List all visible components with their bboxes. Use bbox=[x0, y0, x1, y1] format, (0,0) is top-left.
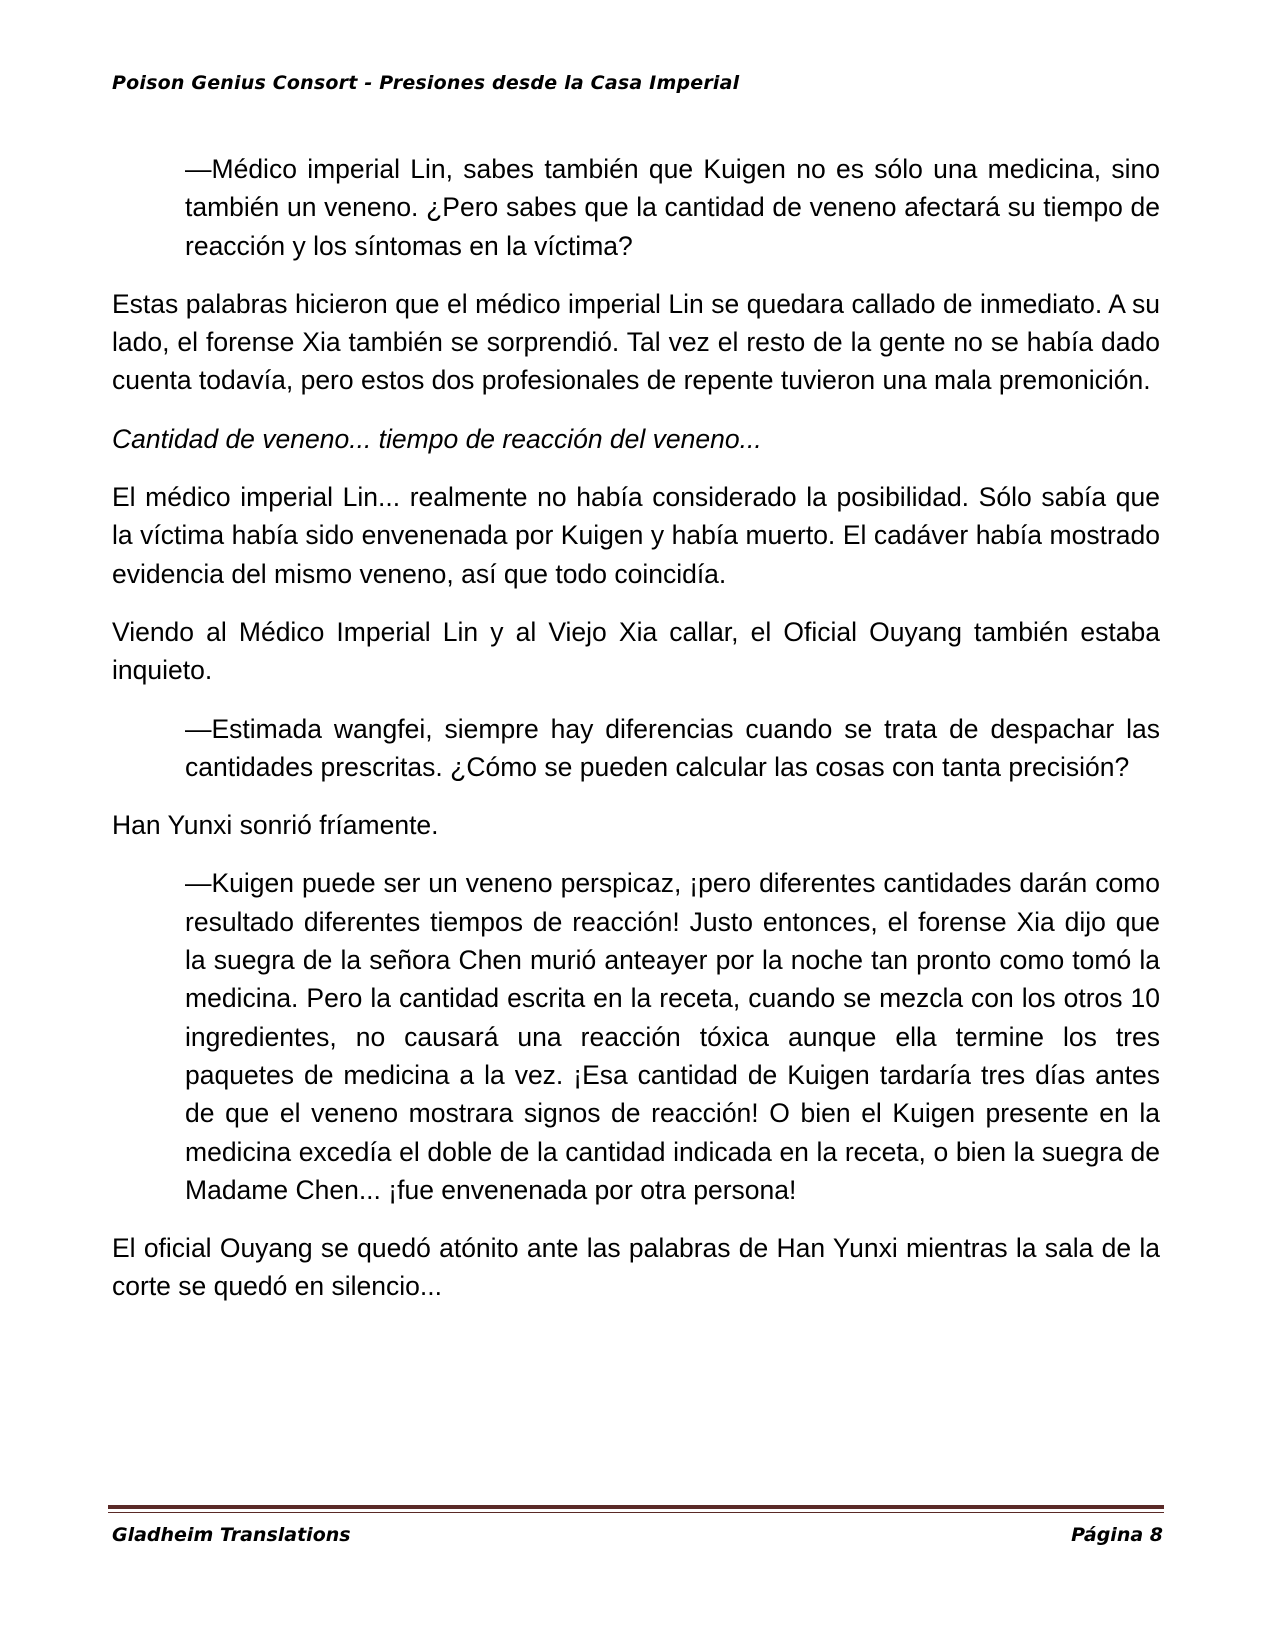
body-text bbox=[112, 150, 1160, 1326]
paragraph-narration-1: Estas palabras hicieron que el médico imperial Lin se quedara callado de inmediato. A su lado, el forense Xia también se sorprendió. Tal vez el resto de la gente no se había dado cuenta todavía, pero estos dos profesionales de repente tuvieron una mala premonición. bbox=[112, 288, 1160, 396]
footer-credit: Gladheim Translations bbox=[112, 1524, 351, 1546]
paragraph-thought: Cantidad de veneno... tiempo de reacción del veneno... bbox=[112, 423, 762, 454]
paragraph-narration-4: Han Yunxi sonrió fríamente. bbox=[112, 810, 439, 841]
paragraph-narration-5: El oficial Ouyang se quedó atónito ante las palabras de Han Yunxi mientras la sala de la corte se quedó en silencio... bbox=[112, 1233, 1160, 1302]
footer-rule bbox=[108, 1505, 1164, 1509]
paragraph-narration-3: Viendo al Médico Imperial Lin y al Viejo Xia callar, el Oficial Ouyang también estaba inquieto. bbox=[112, 616, 1160, 686]
page-number: Página 8 bbox=[1071, 1524, 1163, 1546]
paragraph-dialogue-1: —Médico imperial Lin, sabes también que Kuigen no es sólo una medicina, sino también un veneno. ¿Pero sabes que la cantidad de veneno afectará su tiempo de reacción y los síntomas en la víctima? bbox=[185, 154, 1160, 261]
paragraph-narration-2: El médico imperial Lin... realmente no había considerado la posibilidad. Sólo sabía que la víctima había sido envenenada por Kuigen y había muerto. El cadáver había mostrado evidencia del mismo veneno, así que todo coincidía. bbox=[112, 482, 1160, 589]
paragraph-dialogue-2: —Estimada wangfei, siempre hay diferencias cuando se trata de despachar las cantidades prescritas. ¿Cómo se pueden calcular las cosas con tanta precisión? bbox=[185, 713, 1160, 782]
paragraph-dialogue-3: —Kuigen puede ser un veneno perspicaz, ¡pero diferentes cantidades darán como resultado diferentes tiempos de reacción! Justo entonces, el forense Xia dijo que la suegra de la señora Chen murió anteayer por la noche tan pronto como tomó la medicina. Pero la cantidad escrita en la receta, cuando se mezcla con los otros 10 ingredientes, no causará una reacción tóxica aunque ella termine los tres paquetes de medicina a la vez. ¡Esa cantidad de Kuigen tardaría tres días antes de que el veneno mostrara signos de reacción! O bien el Kuigen presente en la medicina excedía el doble de la cantidad indicada en la receta, o bien la suegra de Madame Chen... ¡fue envenenada por otra persona! bbox=[185, 868, 1160, 1205]
footer-rule-thin bbox=[108, 1512, 1164, 1513]
running-header: Poison Genius Consort - Presiones desde la Casa Imperial bbox=[112, 72, 740, 94]
